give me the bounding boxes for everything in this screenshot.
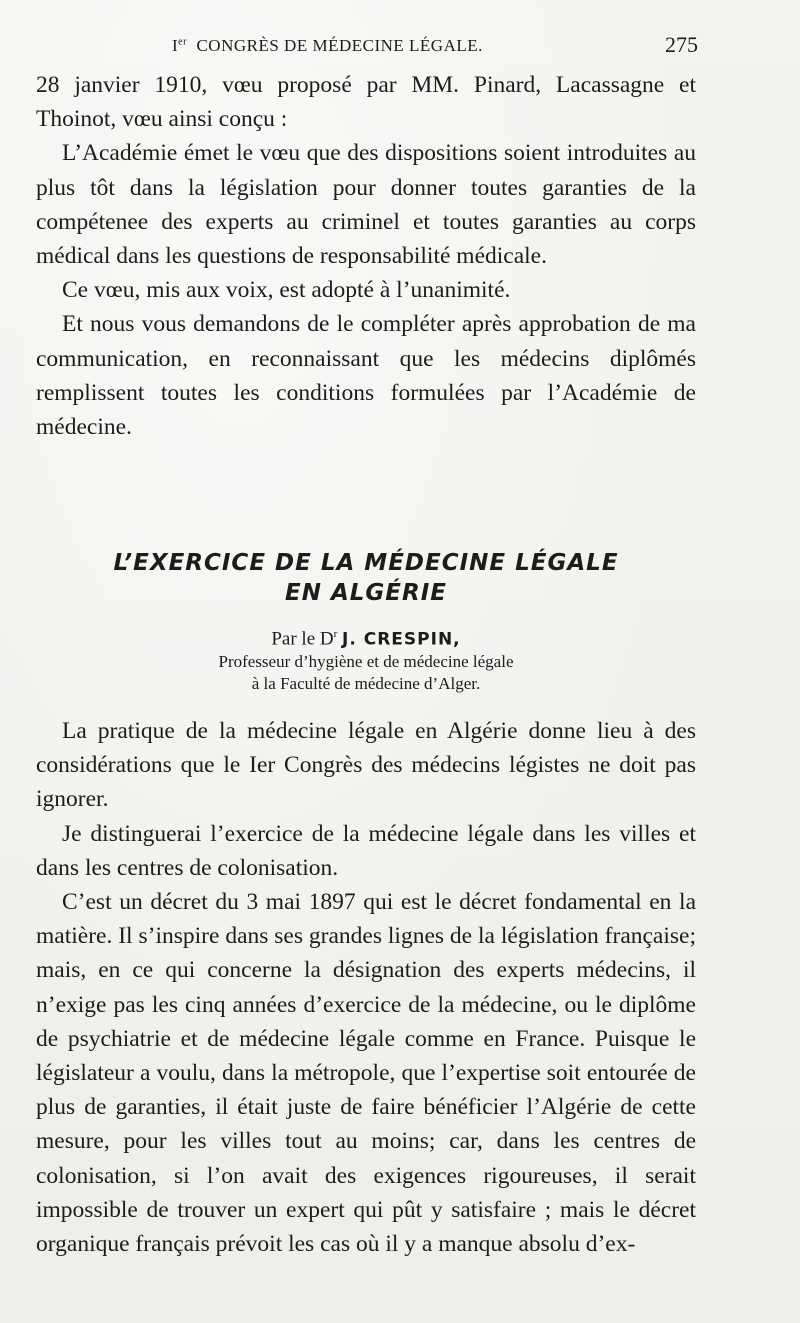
paragraph: La pratique de la médecine légale en Algérie donne lieu à des considérations que le Ier Congrès des médecins légistes ne doit pas ignorer. [36,718,696,813]
paragraph: Je distinguerai l’exercice de la médecine légale dans les villes et dans les centres de colonisation. [36,820,696,881]
article-title-line-2: EN ALGÉRIE [285,580,447,606]
paragraph: L’Académie émet le vœu que des dispositions soient introduites au plus tôt dans la législation pour donner toutes garanties de la compétenee des experts au criminel et toutes garanties au corps médical dans les questions de responsabilité médicale. [36,140,696,270]
article-title-line-1: L’EXERCICE DE LA MÉDECINE LÉGALE [113,550,619,576]
ordinal-suffix: er [178,36,187,48]
ordinal: I [172,36,179,55]
affiliation [36,651,696,695]
page-number: 275 [665,32,698,57]
paragraph: C’est un décret du 3 mai 1897 qui est le décret fondamental en la matière. Il s’inspire dans ses grandes lignes de la législation française; mais, en ce qui concerne la désignation des experts médecins, il n’exige pas les cinq années d’exercice de la médecine, ou le diplôme de psychiatrie et de médecine légale comme en France. Puisque le législateur a voulu, dans la métropole, que l’expertise soit entourée de plus de garanties, il était juste de faire bénéficier l’Algérie de cette mesure, pour les villes tout au moins; car, dans les centres de colonisation, si l’on avait des exigences rigoureuses, il serait impossible de trouver un expert qui pût y satisfaire ; mais le décret organique français prévoit les cas où il y a manque absolu d’ex- [36,889,696,1258]
paragraph: Et nous vous demandons de le compléter après approbation de ma communication, en reconnaissant que les médecins diplômés remplissent toutes les conditions formulées par l’Académie de médecine. [36,311,696,441]
by-prefix: Par le D [271,628,334,650]
paragraph: Ce vœu, mis aux voix, est adopté à l’unanimité. [62,277,511,304]
affiliation-line-2: à la Faculté de médecine d’Alger. [251,674,481,694]
article-title [36,548,696,608]
running-title-text: CONGRÈS DE MÉDECINE LÉGALE. [196,36,483,55]
continued-text-block [36,68,696,444]
paragraph: 28 janvier 1910, vœu proposé par MM. Pinard, Lacassagne et Thoinot, vœu ainsi conçu : [36,72,696,133]
byline [36,622,696,695]
article-body [36,714,696,1261]
affiliation-line-1: Professeur d’hygiène et de médecine légale [218,652,514,672]
by-prefix-sup: r [333,628,338,640]
page-header [36,32,696,62]
author-name: J. CRESPIN, [342,629,461,650]
running-title [172,36,483,56]
author-line [36,622,696,651]
